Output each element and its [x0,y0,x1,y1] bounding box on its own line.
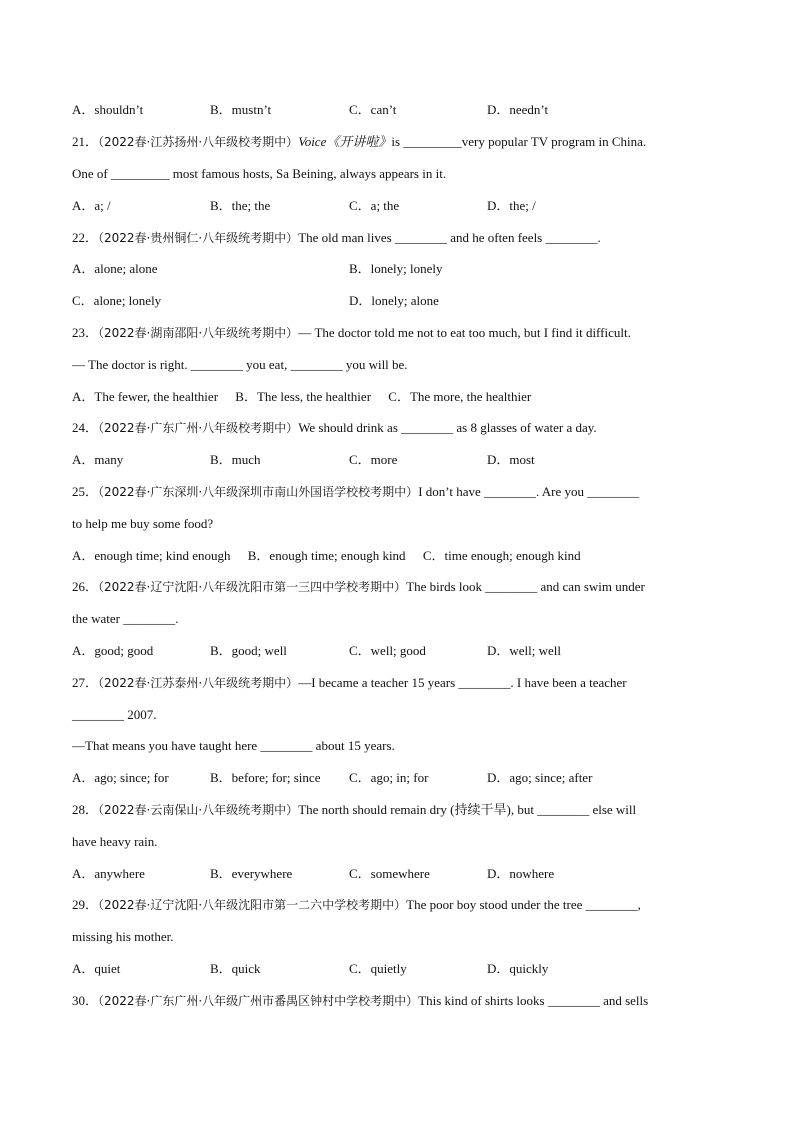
q24-source: （2022春·广东广州·八年级校考期中） [98,421,299,435]
q20-option-d[interactable]: D．needn’t [487,102,549,117]
q23-stem [72,323,732,343]
q29-option-d[interactable]: D．quickly [487,961,549,976]
q25-text: I don’t have ________. Are you ________ [418,484,640,499]
q21-option-b[interactable]: B．the; the [210,198,271,213]
q28-options [72,864,732,884]
q25-options [72,546,732,566]
q21-option-c[interactable]: C．a; the [349,198,400,213]
q21-option-a[interactable]: A．a; / [72,198,111,213]
q26-text: The birds look ________ and can swim under [406,579,645,594]
q30-number: 30． [72,993,99,1008]
q26-stem [72,577,732,597]
q21-line2: One of _________ most famous hosts, Sa Beining, always appears in it. [72,166,447,181]
q22-source: （2022春·贵州铜仁·八年级统考期中） [98,231,299,245]
q23-source: （2022春·湖南邵阳·八年级统考期中） [98,326,299,340]
q20-option-b[interactable]: B．mustn’t [210,102,272,117]
q26-option-b[interactable]: B．good; well [210,643,287,658]
q21-options [72,196,732,216]
q26-options [72,641,732,661]
q23-options [72,387,732,407]
q21-option-d[interactable]: D．the; / [487,198,536,213]
q24-options [72,450,732,470]
q27-options [72,768,732,788]
q24-stem [72,418,732,438]
q28-option-a[interactable]: A．anywhere [72,866,145,881]
q25-option-b[interactable]: B．enough time; enough kind [247,548,406,563]
q27-text: —I became a teacher 15 years ________. I have been a teacher [298,675,627,690]
q28-text: The north should remain dry (持续干旱), but ________ else will [298,802,637,817]
q28-option-b[interactable]: B．everywhere [210,866,293,881]
q28-line2: have heavy rain. [72,834,158,849]
q21-source: （2022春·江苏扬州·八年级校考期中） [98,135,299,149]
q22-option-c[interactable]: C．alone; lonely [72,293,162,308]
q22-stem [72,228,732,248]
q20-option-a[interactable]: A．shouldn’t [72,102,144,117]
q27-source: （2022春·江苏泰州·八年级统考期中） [98,676,299,690]
q25-number: 25． [72,484,99,499]
q27-number: 27． [72,675,99,690]
q29-text: The poor boy stood under the tree ________, [406,897,641,912]
q24-option-a[interactable]: A．many [72,452,124,467]
q28-stem [72,800,732,820]
q27-line3: —That means you have taught here ________ about 15 years. [72,738,395,753]
q24-number: 24． [72,420,99,435]
q29-line2: missing his mother. [72,929,174,944]
q28-option-c[interactable]: C．somewhere [349,866,430,881]
q29-option-c[interactable]: C．quietly [349,961,407,976]
q26-number: 26． [72,579,99,594]
q28-option-d[interactable]: D．nowhere [487,866,555,881]
q21-number: 21． [72,134,99,149]
q25-stem [72,482,732,502]
q28-number: 28． [72,802,99,817]
q29-option-b[interactable]: B．quick [210,961,261,976]
q27-option-a[interactable]: A．ago; since; for [72,770,169,785]
q23-text: — The doctor told me not to eat too much, but I find it difficult. [298,325,631,340]
q26-line2: the water ________. [72,611,179,626]
q26-option-a[interactable]: A．good; good [72,643,154,658]
q25-option-c[interactable]: C．time enough; enough kind [422,548,581,563]
q24-text: We should drink as ________ as 8 glasses of water a day. [298,420,597,435]
q22-number: 22． [72,230,99,245]
q22-option-a[interactable]: A．alone; alone [72,261,158,276]
q22-text: The old man lives ________ and he often feels ________. [298,230,601,245]
q25-option-a[interactable]: A．enough time; kind enough [72,548,231,563]
q27-stem [72,673,732,693]
q26-source: （2022春·辽宁沈阳·八年级沈阳市第一三四中学校考期中） [98,580,407,594]
q30-source: （2022春·广东广州·八年级广州市番禺区钟村中学校考期中） [98,994,419,1008]
q23-option-c[interactable]: C．The more, the healthier [388,389,532,404]
q23-line2: — The doctor is right. ________ you eat, ________ you will be. [72,357,408,372]
q29-option-a[interactable]: A．quiet [72,961,121,976]
q22-option-d[interactable]: D．lonely; alone [349,293,439,308]
q22-options-row2 [72,291,732,311]
q29-number: 29． [72,897,99,912]
q27-option-b[interactable]: B．before; for; since [210,770,321,785]
q24-option-c[interactable]: C．more [349,452,398,467]
q23-option-a[interactable]: A．The fewer, the healthier [72,389,219,404]
q30-stem [72,991,732,1011]
q25-source: （2022春·广东深圳·八年级深圳市南山外国语学校校考期中） [98,485,419,499]
q29-source: （2022春·辽宁沈阳·八年级沈阳市第一二六中学校考期中） [98,898,407,912]
q20-option-c[interactable]: C．can’t [349,102,397,117]
q24-option-d[interactable]: D．most [487,452,535,467]
q27-line2: ________ 2007. [72,707,157,722]
q21-stem [72,132,732,152]
q29-stem [72,895,732,915]
q24-option-b[interactable]: B．much [210,452,261,467]
q25-line2: to help me buy some food? [72,516,214,531]
q26-option-c[interactable]: C．well; good [349,643,426,658]
q23-option-b[interactable]: B．The less, the healthier [235,389,372,404]
q20-options [72,100,732,120]
q26-option-d[interactable]: D．well; well [487,643,562,658]
q21-text-b: is _________very popular TV program in China. [391,134,647,149]
q23-number: 23． [72,325,99,340]
q27-option-d[interactable]: D．ago; since; after [487,770,593,785]
q28-source: （2022春·云南保山·八年级统考期中） [98,803,299,817]
q22-options-row1 [72,259,732,279]
q29-options [72,959,732,979]
q21-text-a: Voice《开讲啦》 [298,134,392,149]
q27-option-c[interactable]: C．ago; in; for [349,770,429,785]
q30-text: This kind of shirts looks ________ and sells [418,993,649,1008]
q22-option-b[interactable]: B．lonely; lonely [349,261,443,276]
